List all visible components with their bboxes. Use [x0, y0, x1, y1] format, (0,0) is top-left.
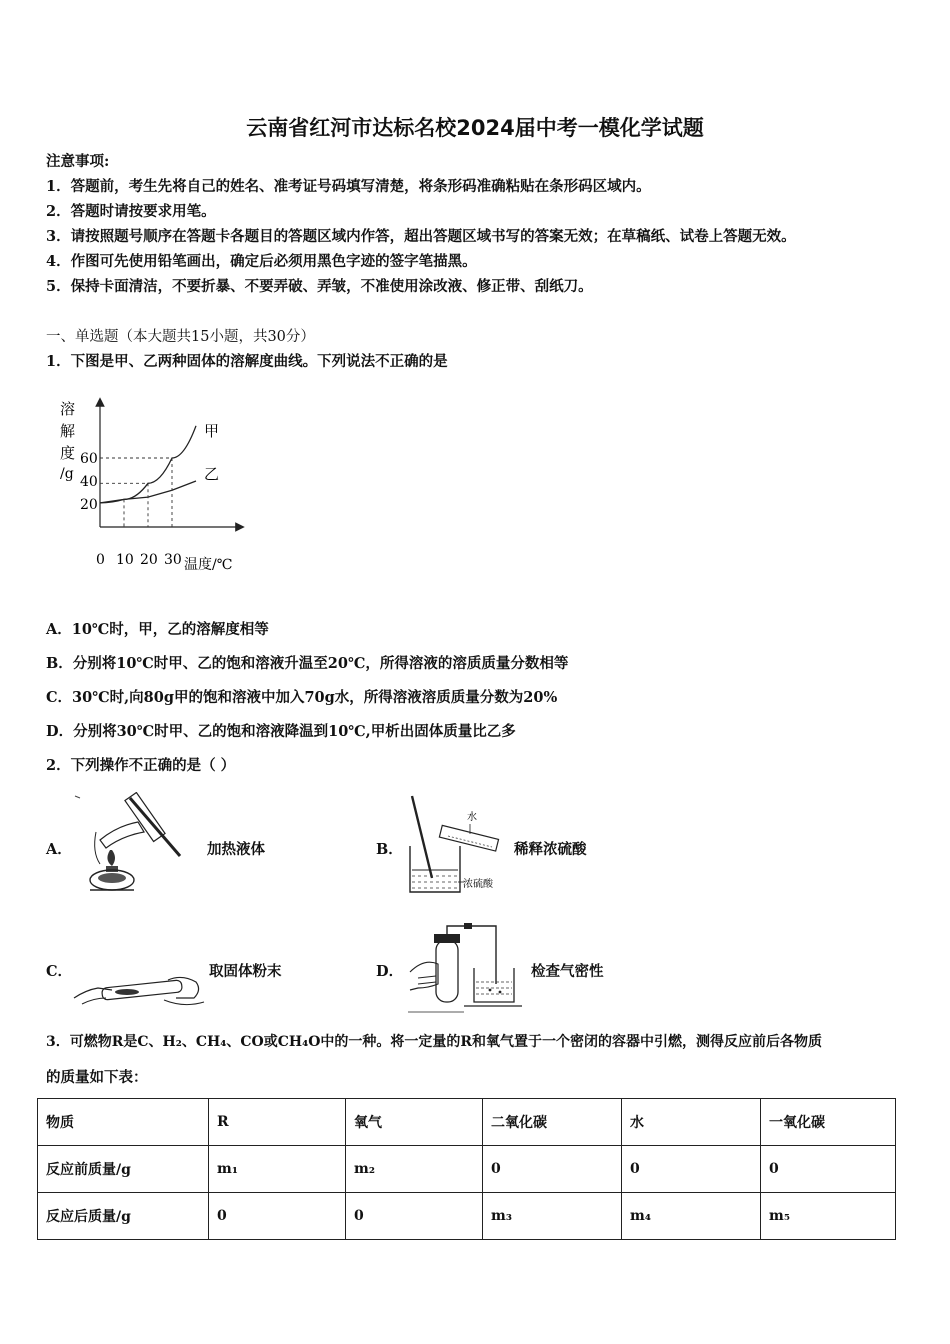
question-2-stem: 2．下列操作不正确的是（ ） [46, 757, 236, 774]
table-header-cell: R [209, 1099, 346, 1146]
question-1-stem: 1．下图是甲、乙两种固体的溶解度曲线。下列说法不正确的是 [46, 353, 448, 370]
table-cell: 反应前质量/g [38, 1146, 209, 1193]
table-cell: 0 [209, 1193, 346, 1240]
y-tick-label: 40 [80, 474, 98, 490]
x-tick-label: 0 [96, 552, 105, 568]
solubility-chart [50, 392, 260, 582]
x-tick-label: 30 [164, 552, 182, 568]
airtightness-illustration [404, 918, 524, 1018]
notice-item: 1．答题前，考生先将自己的姓名、准考证号码填写清楚，将条形码准确粘贴在条形码区域内。 [46, 178, 651, 195]
table-cell: 0 [346, 1193, 483, 1240]
table-cell: m₁ [209, 1146, 346, 1193]
q1-option-c: C．30℃时,向80g甲的饱和溶液中加入70g水，所得溶液溶质质量分数为20% [46, 689, 558, 706]
table-row [38, 1146, 896, 1193]
table-cell: 0 [761, 1146, 896, 1193]
ylabel-char: /g [60, 466, 74, 482]
q2-option-d-letter: D． [376, 963, 404, 980]
table-cell: m₄ [622, 1193, 761, 1240]
ylabel-char: 解 [60, 422, 76, 440]
q2-option-a-text: 加热液体 [207, 841, 265, 858]
table-header-row [38, 1099, 896, 1146]
q1-option-a: A．10℃时，甲，乙的溶解度相等 [46, 621, 269, 638]
table-header-cell: 物质 [38, 1099, 209, 1146]
table-row [38, 1193, 896, 1240]
table-header-cell: 水 [622, 1099, 761, 1146]
solid-powder-illustration [72, 968, 207, 1013]
table-cell: m₅ [761, 1193, 896, 1240]
heating-liquid-illustration [72, 792, 192, 897]
y-tick-label: 60 [80, 451, 98, 467]
q2-option-a-letter: A． [46, 841, 72, 858]
y-tick-label: 20 [80, 497, 98, 513]
table-cell: m₃ [483, 1193, 622, 1240]
notice-item: 4．作图可先使用铅笔画出，确定后必须用黑色字迹的签字笔描黑。 [46, 253, 477, 270]
question-3-stem: 3．可燃物R是C、H₂、CH₄、CO或CH₄O中的一种。将一定量的R和氧气置于一个密闭的容器中引燃，测得反应前后各物质 [46, 1034, 823, 1050]
ylabel-char: 度 [60, 444, 76, 462]
notice-item: 5．保持卡面清洁，不要折暴、不要弄破、弄皱，不准使用涂改液、修正带、刮纸刀。 [46, 278, 593, 295]
q1-option-b: B．分别将10℃时甲、乙的饱和溶液升温至20℃，所得溶液的溶质质量分数相等 [46, 655, 569, 672]
dilute-acid-illustration [404, 792, 514, 902]
table-cell: 0 [483, 1146, 622, 1193]
acid-label: 浓硫酸 [463, 879, 493, 890]
table-header-cell: 一氧化碳 [761, 1099, 896, 1146]
q2-option-d-text: 检查气密性 [531, 963, 604, 980]
series-label: 乙 [204, 465, 220, 483]
table-header-cell: 二氧化碳 [483, 1099, 622, 1146]
x-axis-label: 温度/℃ [184, 557, 233, 573]
x-tick-label: 20 [140, 552, 158, 568]
notice-heading: 注意事项: [46, 153, 110, 170]
series-label: 甲 [204, 422, 220, 440]
ylabel-char: 溶 [60, 400, 76, 418]
table-cell: 反应后质量/g [38, 1193, 209, 1240]
section-heading: 一、单选题（本大题共15小题，共30分） [46, 329, 315, 345]
page-title: 云南省红河市达标名校2024届中考一模化学试题 [246, 116, 704, 140]
q2-option-b-text: 稀释浓硫酸 [514, 841, 587, 858]
question-3-stem-cont: 的质量如下表： [46, 1069, 148, 1086]
table-cell: 0 [622, 1146, 761, 1193]
x-tick-label: 10 [116, 552, 134, 568]
notice-item: 3．请按照题号顺序在答题卡各题目的答题区域内作答，超出答题区域书写的答案无效；在草稿纸、试卷上答题无效。 [46, 228, 796, 245]
water-label: 水 [467, 812, 477, 823]
table-cell: m₂ [346, 1146, 483, 1193]
q2-option-b-letter: B． [376, 841, 403, 858]
notice-item: 2．答题时请按要求用笔。 [46, 203, 216, 220]
q2-option-c-text: 取固体粉末 [209, 963, 282, 980]
q1-option-d: D．分别将30℃时甲、乙的饱和溶液降温到10℃,甲析出固体质量比乙多 [46, 723, 516, 740]
mass-table [37, 1098, 896, 1240]
table-header-cell: 氧气 [346, 1099, 483, 1146]
q2-option-c-letter: C． [46, 963, 73, 980]
